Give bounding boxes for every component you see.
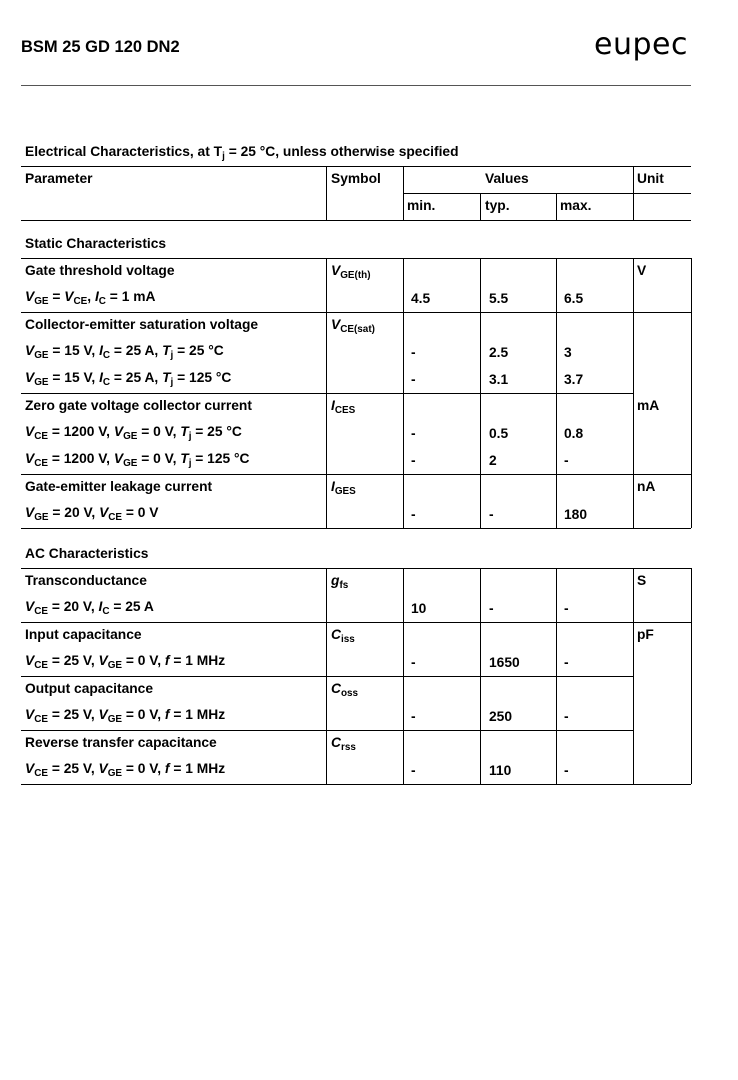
- column-rule: [480, 393, 481, 474]
- value-max: 3: [564, 345, 572, 360]
- column-rule: [403, 474, 404, 528]
- column-rule: [326, 312, 327, 393]
- column-header-typ: typ.: [485, 198, 510, 213]
- column-rule: [403, 676, 404, 730]
- unit-value: pF: [637, 627, 654, 642]
- test-condition: $V_{CE} = 1200$ V, $V_{GE} = 0$ V, $T_j = 25$ °C: [25, 424, 242, 442]
- value-typ: -: [489, 601, 494, 616]
- test-condition: $V_{CE} = 1200$ V, $V_{GE} = 0$ V, $T_j = 125$ °C: [25, 451, 250, 469]
- parameter-name: Input capacitance: [25, 627, 142, 642]
- column-rule: [326, 622, 327, 676]
- value-min: -: [411, 763, 416, 778]
- parameter-symbol: $I_{GES}$: [331, 479, 356, 497]
- test-condition: $V_{CE} = 25$ V, $V_{GE} = 0$ V, f = 1 MHz: [25, 707, 226, 725]
- section-title: Static Characteristics: [25, 236, 167, 251]
- table-caption: Electrical Characteristics, at $T_j = 25$ °C, unless otherwise specified: [25, 144, 459, 162]
- unit-value: V: [637, 263, 647, 278]
- parameter-name: Gate threshold voltage: [25, 263, 175, 278]
- column-header-min: min.: [407, 198, 436, 213]
- table-top-rule: [21, 166, 691, 167]
- column-rule: [556, 568, 557, 622]
- unit-rule: [633, 312, 691, 313]
- column-rule: [326, 730, 327, 784]
- value-typ: -: [489, 507, 494, 522]
- column-rule: [633, 568, 634, 622]
- test-condition: $V_{GE} = 20$ V, $V_{CE} = 0$ V: [25, 505, 159, 523]
- column-rule: [633, 166, 634, 220]
- column-rule: [556, 312, 557, 393]
- column-header-parameter: Parameter: [25, 171, 93, 186]
- column-rule: [556, 258, 557, 312]
- header-divider: [21, 85, 691, 86]
- column-header-max: max.: [560, 198, 592, 213]
- column-rule: [326, 393, 327, 474]
- value-min: -: [411, 709, 416, 724]
- section-bottom-rule: [21, 784, 691, 785]
- column-rule: [556, 676, 557, 730]
- column-rule: [403, 622, 404, 676]
- section-top-rule: [21, 568, 691, 569]
- unit-rule: [633, 474, 691, 475]
- value-max: 3.7: [564, 372, 584, 387]
- group-rule: [21, 312, 633, 313]
- value-max: 6.5: [564, 291, 584, 306]
- column-rule: [556, 474, 557, 528]
- column-rule: [633, 258, 634, 312]
- eupec-logo: eupec: [594, 27, 688, 62]
- values-subheader-rule: [403, 193, 691, 194]
- value-typ: 0.5: [489, 426, 509, 441]
- column-rule: [480, 568, 481, 622]
- parameter-symbol: $I_{CES}$: [331, 398, 356, 416]
- test-condition: $V_{CE} = 25$ V, $V_{GE} = 0$ V, f = 1 MHz: [25, 761, 226, 779]
- section-top-rule: [21, 258, 691, 259]
- test-condition: $V_{GE} = V_{CE}$, $I_C = 1$ mA: [25, 289, 156, 307]
- value-typ: 1650: [489, 655, 520, 670]
- column-rule: [326, 474, 327, 528]
- column-rule: [556, 622, 557, 676]
- column-rule: [633, 474, 634, 528]
- parameter-symbol: $V_{GE(th)}$: [331, 263, 371, 281]
- group-rule: [21, 622, 633, 623]
- column-rule: [480, 193, 481, 220]
- parameter-name: Output capacitance: [25, 681, 154, 696]
- parameter-name: Collector-emitter saturation voltage: [25, 317, 259, 332]
- column-rule: [403, 568, 404, 622]
- parameter-name: Reverse transfer capacitance: [25, 735, 217, 750]
- parameter-name: Gate-emitter leakage current: [25, 479, 213, 494]
- value-max: -: [564, 601, 569, 616]
- unit-value: S: [637, 573, 647, 588]
- parameter-name: Zero gate voltage collector current: [25, 398, 252, 413]
- column-rule: [480, 474, 481, 528]
- column-rule: [326, 568, 327, 622]
- value-typ: 110: [489, 763, 512, 778]
- column-rule: [556, 393, 557, 474]
- value-max: 180: [564, 507, 588, 522]
- value-min: 10: [411, 601, 427, 616]
- group-rule: [21, 730, 633, 731]
- column-rule: [480, 312, 481, 393]
- group-rule: [21, 393, 633, 394]
- value-typ: 2.5: [489, 345, 509, 360]
- column-rule: [326, 258, 327, 312]
- document-title: BSM 25 GD 120 DN2: [21, 38, 180, 56]
- parameter-symbol: $C_{oss}$: [331, 681, 359, 699]
- value-min: -: [411, 426, 416, 441]
- column-rule: [326, 676, 327, 730]
- group-rule: [21, 676, 633, 677]
- parameter-symbol: $g_{fs}$: [331, 573, 349, 591]
- unit-rule: [633, 622, 691, 623]
- value-max: -: [564, 655, 569, 670]
- column-rule: [633, 730, 634, 784]
- column-rule: [480, 622, 481, 676]
- value-min: -: [411, 507, 416, 522]
- column-rule: [480, 258, 481, 312]
- column-rule: [691, 568, 692, 784]
- column-rule: [691, 258, 692, 528]
- value-min: -: [411, 345, 416, 360]
- value-max: -: [564, 709, 569, 724]
- value-typ: 3.1: [489, 372, 509, 387]
- column-rule: [403, 258, 404, 312]
- column-rule: [556, 193, 557, 220]
- column-rule: [326, 166, 327, 220]
- column-header-values: Values: [485, 171, 529, 186]
- column-rule: [403, 730, 404, 784]
- value-typ: 250: [489, 709, 513, 724]
- column-rule: [633, 312, 634, 393]
- value-typ: 5.5: [489, 291, 509, 306]
- unit-value: nA: [637, 479, 656, 494]
- column-header-unit: Unit: [637, 171, 664, 186]
- column-rule: [403, 166, 404, 220]
- value-min: -: [411, 655, 416, 670]
- group-rule: [21, 474, 633, 475]
- value-max: 0.8: [564, 426, 584, 441]
- value-typ: 2: [489, 453, 497, 468]
- value-min: 4.5: [411, 291, 431, 306]
- test-condition: $V_{CE} = 20$ V, $I_C = 25$ A: [25, 599, 154, 617]
- test-condition: $V_{GE} = 15$ V, $I_C = 25$ A, $T_j = 25$ °C: [25, 343, 224, 361]
- unit-value: mA: [637, 398, 660, 413]
- column-header-symbol: Symbol: [331, 171, 381, 186]
- header-bottom-rule: [21, 220, 691, 221]
- parameter-symbol: $C_{iss}$: [331, 627, 355, 645]
- column-rule: [403, 312, 404, 393]
- column-rule: [633, 676, 634, 730]
- column-rule: [556, 730, 557, 784]
- column-rule: [480, 676, 481, 730]
- column-rule: [633, 622, 634, 676]
- parameter-symbol: $C_{rss}$: [331, 735, 356, 753]
- section-title: AC Characteristics: [25, 546, 149, 561]
- value-min: -: [411, 453, 416, 468]
- column-rule: [480, 730, 481, 784]
- value-min: -: [411, 372, 416, 387]
- test-condition: $V_{CE} = 25$ V, $V_{GE} = 0$ V, f = 1 MHz: [25, 653, 226, 671]
- column-rule: [403, 393, 404, 474]
- parameter-symbol: $V_{CE(sat)}$: [331, 317, 375, 335]
- column-rule: [633, 393, 634, 474]
- test-condition: $V_{GE} = 15$ V, $I_C = 25$ A, $T_j = 125$ °C: [25, 370, 232, 388]
- value-max: -: [564, 763, 569, 778]
- section-bottom-rule: [21, 528, 691, 529]
- value-max: -: [564, 453, 569, 468]
- parameter-name: Transconductance: [25, 573, 147, 588]
